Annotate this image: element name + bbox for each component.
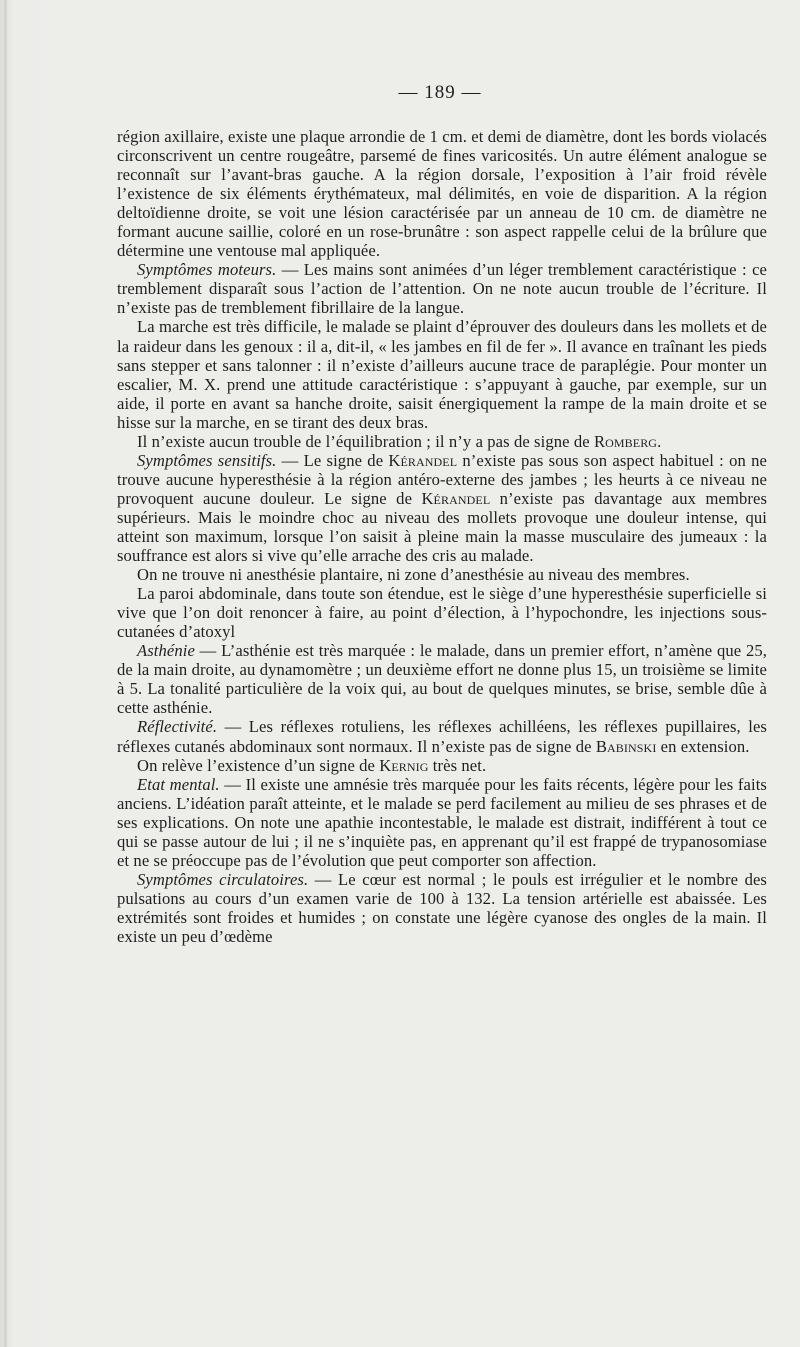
paragraph-text: — Le signe de (276, 450, 389, 470)
body-text (117, 127, 767, 946)
paragraph-text: n’existe pas davantage aux membres supérieurs. Mais le moindre choc au niveau des mollets provoque une douleur intense, qui atteint son maximum, lorsque l’on saisit à pleine main la masse musculaire des jumeaux : la souffrance est alors si vive qu’elle arrache des cris au malade. (117, 488, 768, 566)
paragraph-kernig (117, 756, 767, 775)
author-name: Kérandel (421, 488, 491, 508)
paragraph-text: n’existe pas sous son aspect habituel : on ne trouve aucune hyperesthésie à la région antéro-externe des jambes ; les heurts à ce niveau ne provoquent aucune douleur. Le signe de (117, 450, 767, 508)
section-heading: Symptômes circulatoires. (137, 869, 309, 889)
paragraph-text-end: très net. (428, 755, 487, 775)
author-name: Romberg (593, 431, 658, 451)
paragraph-text: — Les mains sont animées d’un léger tremblement caractéristique : ce tremblement disparaît sous l’action de l’attention. On ne note aucun trouble de l’écriture. Il n’existe pas de tremblement fibrillaire de la langue. (117, 260, 767, 318)
section-heading: Etat mental. (137, 774, 220, 794)
paragraph-anesthesia: On ne trouve ni anesthésie plantaire, ni zone d’anesthésie au niveau des membres. (137, 565, 690, 585)
paragraph-skin-lesions: région axillaire, existe une plaque arrondie de 1 cm. et demi de diamètre, dont les bords violacés circonscrivent un centre rougeâtre, parsemé de fines varicosités. Un autre élément analogue se reconnaît sur l’avant-bras gauche. A la région dorsale, l’exposition à l’air froid révèle l’existence de six éléments érythémateux, mal délimités, en voie de disparition. A la région deltoïdienne droite, se voit une lésion caractérisée par un anneau de 10 cm. de diamètre ne formant aucune saillie, coloré en un rose-brunâtre : son aspect rappelle celui de la brûlure que détermine une ventouse mal appliquée. (117, 127, 767, 261)
paragraph-text: On relève l’existence d’un signe de (137, 755, 380, 775)
paragraph-asthenia (117, 641, 767, 717)
paragraph-text: — Les réflexes rotuliens, les réflexes achilléens, les réflexes pupillaires, les réflexes cutanés abdominaux sont normaux. Il n’existe pas de signe de (117, 717, 767, 756)
author-name: Kernig (379, 755, 429, 775)
paragraph-mental-state (117, 775, 767, 870)
paragraph-circulatory (117, 870, 767, 946)
section-heading: Symptômes sensitifs. (137, 450, 277, 470)
paragraph-sensory-symptoms (117, 451, 767, 565)
paragraph-abdominal-wall: La paroi abdominale, dans toute son étendue, est le siège d’une hyperesthésie superficielle si vive que l’on doit renoncer à faire, au point d’élection, à l’hypochondre, les injections sous-cutanées d’atoxyl (117, 584, 767, 642)
paragraph-motor-symptoms (117, 260, 767, 317)
paragraph-text: Il n’existe aucun trouble de l’équilibration ; il n’y a pas de signe de (137, 431, 594, 451)
author-name: Babinski (595, 736, 657, 756)
paragraph-text: — L’asthénie est très marquée : le malade, dans un premier effort, n’amène que 25, de la main droite, au dynamomètre ; un deuxième effort ne donne plus 15, un troisième se limite à 5. La tonalité particulière de la voix qui, au bout de quelques minutes, se brise, semble dûe à cette asthénie. (117, 641, 767, 718)
paragraph-text: — Il existe une amnésie très marquée pour les faits récents, légère pour les faits anciens. L’idéation paraît atteinte, et le malade se perd facilement au milieu de ses phrases et de ses explications. On note une apathie incontestable, le malade est distrait, indifférent à tout ce qui se passe autour de lui ; il ne s’inquiète pas, en apprenant qu’il est frappé de trypanosomiase et ne se préoccupe pas de l’évolution que peut comporter son affection. (117, 774, 767, 870)
paragraph-text: — Le cœur est normal ; le pouls est irrégulier et le nombre des pulsations au cours d’un examen varie de 100 à 132. La tension artérielle est abaissée. Les extrémités sont froides et humides ; on constate une légère cyanose des ongles de la main. Il existe un peu d’œdème (117, 869, 767, 946)
paragraph-reflexes (117, 717, 767, 755)
author-name: Kérandel (388, 450, 458, 470)
section-heading: Asthénie (137, 641, 195, 661)
section-heading: Symptômes moteurs. (137, 260, 277, 280)
paragraph-text-end: en extension. (656, 736, 750, 756)
page-number: — 189 — (398, 82, 482, 103)
section-heading: Réflectivité. (137, 717, 218, 737)
paragraph-equilibrium (117, 432, 767, 451)
paragraph-gait: La marche est très difficile, le malade se plaint d’éprouver des douleurs dans les mollets et de la raideur dans les genoux : il a, dit-il, « les jambes en fil de fer ». Il avance en traînant les pieds sans stepper et sans talonner : il n’existe d’ailleurs aucune trace de paraplégie. Pour monter un escalier, M. X. prend une attitude caractéristique : s’appuyant à gauche, par exemple, sur un aide, il porte en avant sa hanche droite, saisit énergiquement la rampe de la main droite et se hisse sur la marche, en se tirant des deux bras. (117, 317, 767, 432)
paragraph-text-end: . (657, 431, 662, 451)
